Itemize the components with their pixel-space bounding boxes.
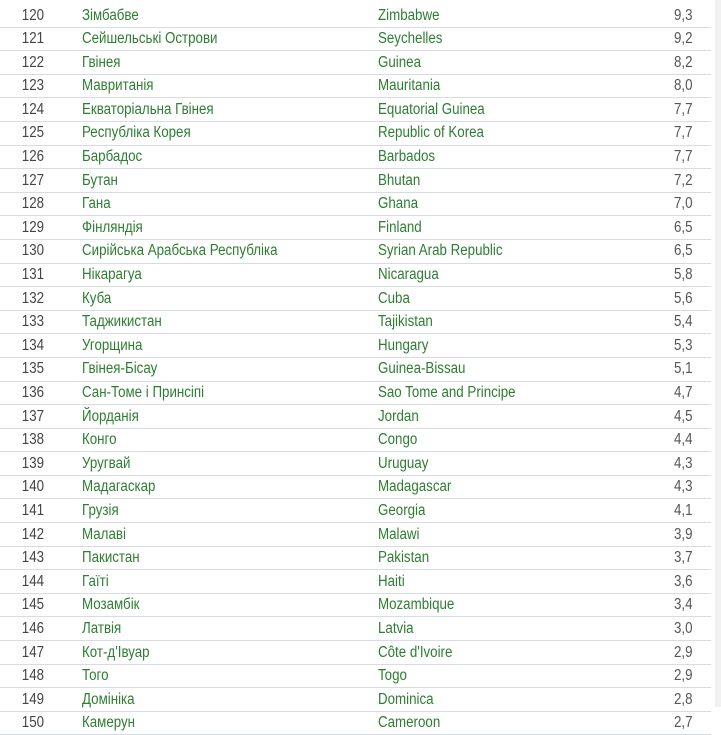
- country-name-uk-cell-text: Барбадос: [82, 148, 143, 166]
- value-cell: [658, 51, 711, 75]
- table-row: [0, 4, 711, 27]
- country-name-en-cell: [378, 216, 658, 240]
- country-name-uk-cell: [64, 98, 378, 122]
- table-row: [0, 192, 711, 216]
- country-name-en-cell-text: Côte d'Ivoire: [378, 643, 453, 661]
- value-cell-text: 5,4: [674, 313, 693, 331]
- value-cell-text: 4,3: [674, 478, 693, 496]
- country-name-uk-cell-text: Пакистан: [82, 549, 140, 567]
- rank-cell-text: 129: [21, 218, 45, 236]
- value-cell-text: 4,5: [674, 407, 693, 425]
- table-row: [0, 711, 711, 735]
- country-name-uk-cell: [64, 711, 378, 735]
- rank-cell: [0, 711, 64, 735]
- rank-cell: [0, 169, 64, 193]
- country-name-uk-cell: [64, 74, 378, 98]
- value-cell-text: 3,4: [674, 596, 693, 614]
- country-ranking-table: [0, 4, 711, 735]
- rank-cell: [0, 27, 64, 51]
- rank-cell-text: 136: [21, 384, 45, 401]
- value-cell-text: 7,7: [674, 100, 693, 118]
- rank-cell: [0, 428, 64, 452]
- country-name-en-cell: [378, 428, 658, 452]
- country-name-en-cell-text: Guinea: [378, 53, 421, 71]
- table-row: [0, 499, 711, 523]
- country-name-en-cell-text: Republic of Korea: [378, 124, 484, 142]
- country-name-uk-cell: [64, 216, 378, 240]
- country-name-uk-cell: [64, 357, 378, 381]
- country-name-en-cell: [378, 287, 658, 311]
- table-row: [0, 334, 711, 358]
- table-row: [0, 641, 711, 665]
- country-name-uk-cell-text: Сейшельські Острови: [82, 30, 218, 48]
- table-row: [0, 664, 711, 688]
- country-name-en-cell-text: Pakistan: [378, 549, 430, 567]
- value-cell: [658, 570, 711, 594]
- rank-cell: [0, 688, 64, 712]
- country-name-uk-cell-text: Камерун: [82, 714, 136, 732]
- country-name-uk-cell: [64, 287, 378, 311]
- vertical-scrollbar[interactable]: [715, 0, 721, 707]
- country-name-uk-cell-text: Республіка Корея: [82, 124, 191, 142]
- table-row: [0, 523, 711, 547]
- country-name-en-cell: [378, 239, 658, 263]
- country-name-uk-cell: [64, 192, 378, 216]
- table-row: [0, 357, 711, 381]
- country-name-uk-cell-text: Екваторіальна Гвінея: [82, 100, 214, 118]
- value-cell: [658, 357, 711, 381]
- country-name-uk-cell-text: Бутан: [82, 171, 118, 189]
- table-row: [0, 475, 711, 499]
- value-cell: [658, 452, 711, 476]
- rank-cell-text: 143: [21, 549, 45, 567]
- country-name-en-cell: [378, 121, 658, 145]
- country-name-en-cell-text: Barbados: [378, 148, 436, 166]
- table-row: [0, 216, 711, 240]
- value-cell: [658, 239, 711, 263]
- country-name-en-cell-text: Mozambique: [378, 596, 455, 614]
- rank-cell-text: 138: [21, 431, 45, 449]
- value-cell: [658, 98, 711, 122]
- table-row: [0, 51, 711, 75]
- country-name-en-cell: [378, 475, 658, 499]
- value-cell: [658, 4, 711, 27]
- country-name-uk-cell: [64, 310, 378, 334]
- country-name-uk-cell-text: Угорщина: [82, 336, 143, 354]
- rank-cell: [0, 593, 64, 617]
- value-cell-text: 9,2: [674, 30, 693, 48]
- country-name-uk-cell: [64, 475, 378, 499]
- value-cell: [658, 641, 711, 665]
- country-name-uk-cell: [64, 51, 378, 75]
- rank-cell: [0, 357, 64, 381]
- value-cell: [658, 664, 711, 688]
- rank-cell: [0, 51, 64, 75]
- rank-cell: [0, 381, 64, 405]
- rank-cell-text: 150: [21, 714, 45, 732]
- country-name-en-cell-text: Congo: [378, 431, 418, 449]
- country-name-uk-cell: [64, 546, 378, 570]
- country-name-en-cell-text: Jordan: [378, 407, 419, 425]
- country-name-uk-cell-text: Зімбабве: [82, 6, 139, 24]
- rank-cell-text: 126: [21, 148, 45, 166]
- rank-cell-text: 140: [21, 478, 45, 496]
- country-name-en-cell: [378, 74, 658, 98]
- value-cell-text: 2,8: [674, 690, 693, 708]
- table-row: [0, 310, 711, 334]
- country-name-uk-cell-text: Гвінея: [82, 53, 121, 71]
- country-name-en-cell-text: Togo: [378, 667, 407, 685]
- value-cell: [658, 405, 711, 429]
- country-name-en-cell-text: Uruguay: [378, 454, 429, 472]
- country-name-en-cell-text: Zimbabwe: [378, 6, 440, 24]
- rank-cell-text: 149: [21, 690, 45, 708]
- table-row: [0, 169, 711, 193]
- country-name-en-cell-text: Tajikistan: [378, 313, 433, 331]
- rank-cell-text: 121: [21, 30, 45, 48]
- country-name-uk-cell-text: Малаві: [82, 525, 126, 543]
- scrollbar-thumb[interactable]: [715, 0, 721, 707]
- rank-cell-text: 128: [21, 195, 45, 213]
- rank-cell-text: 122: [21, 53, 45, 71]
- value-cell: [658, 145, 711, 169]
- country-name-en-cell-text: Guinea-Bissau: [378, 360, 466, 378]
- rank-cell: [0, 98, 64, 122]
- country-name-uk-cell: [64, 499, 378, 523]
- country-name-uk-cell-text: Мозамбік: [82, 596, 140, 614]
- value-cell: [658, 74, 711, 98]
- country-name-en-cell: [378, 381, 658, 405]
- country-name-en-cell-text: Syrian Arab Republic: [378, 242, 503, 260]
- value-cell-text: 2,7: [674, 714, 693, 732]
- rank-cell-text: 127: [21, 171, 45, 189]
- country-name-uk-cell: [64, 428, 378, 452]
- country-name-uk-cell-text: Сан-Томе і Принсіпі: [82, 384, 205, 401]
- value-cell-text: 3,7: [674, 549, 693, 567]
- rank-cell: [0, 664, 64, 688]
- country-name-en-cell: [378, 593, 658, 617]
- table-row: [0, 452, 711, 476]
- country-name-en-cell: [378, 310, 658, 334]
- country-name-uk-cell: [64, 145, 378, 169]
- country-name-en-cell: [378, 546, 658, 570]
- value-cell: [658, 381, 711, 405]
- value-cell: [658, 711, 711, 735]
- table-row: [0, 239, 711, 263]
- value-cell-text: 6,5: [674, 218, 693, 236]
- country-name-en-cell: [378, 570, 658, 594]
- rank-cell-text: 135: [21, 360, 45, 378]
- value-cell-text: 5,3: [674, 336, 693, 354]
- value-cell-text: 5,6: [674, 289, 693, 307]
- value-cell-text: 7,7: [674, 148, 693, 166]
- value-cell-text: 5,8: [674, 266, 693, 284]
- rank-cell: [0, 4, 64, 27]
- country-name-en-cell-text: Bhutan: [378, 171, 421, 189]
- country-name-en-cell-text: Mauritania: [378, 77, 441, 95]
- value-cell-text: 3,9: [674, 525, 693, 543]
- rank-cell: [0, 641, 64, 665]
- rank-cell: [0, 239, 64, 263]
- country-name-en-cell-text: Malawi: [378, 525, 420, 543]
- country-name-uk-cell: [64, 27, 378, 51]
- value-cell: [658, 523, 711, 547]
- table-row: [0, 287, 711, 311]
- rank-cell: [0, 334, 64, 358]
- rank-cell-text: 134: [21, 336, 45, 354]
- rank-cell-text: 147: [21, 643, 45, 661]
- country-name-en-cell: [378, 4, 658, 27]
- value-cell: [658, 169, 711, 193]
- value-cell: [658, 617, 711, 641]
- rank-cell: [0, 499, 64, 523]
- rank-cell-text: 141: [21, 501, 45, 519]
- rank-cell-text: 148: [21, 667, 45, 685]
- country-name-uk-cell: [64, 334, 378, 358]
- value-cell-text: 3,0: [674, 619, 693, 637]
- rank-cell: [0, 287, 64, 311]
- country-name-uk-cell: [64, 263, 378, 287]
- country-name-uk-cell: [64, 593, 378, 617]
- rank-cell: [0, 310, 64, 334]
- rank-cell-text: 130: [21, 242, 45, 260]
- country-name-uk-cell-text: Гана: [82, 195, 111, 213]
- value-cell-text: 4,4: [674, 431, 693, 449]
- value-cell: [658, 216, 711, 240]
- country-name-en-cell-text: Hungary: [378, 336, 429, 354]
- value-cell-text: 2,9: [674, 643, 693, 661]
- value-cell: [658, 546, 711, 570]
- value-cell-text: 5,1: [674, 360, 693, 378]
- country-name-en-cell-text: Seychelles: [378, 30, 443, 48]
- value-cell: [658, 27, 711, 51]
- country-name-uk-cell-text: Конго: [82, 431, 117, 449]
- value-cell-text: 7,7: [674, 124, 693, 142]
- country-name-en-cell-text: Nicaragua: [378, 266, 439, 284]
- country-name-uk-cell-text: Фінляндія: [82, 218, 143, 236]
- table-row: [0, 593, 711, 617]
- country-name-en-cell: [378, 263, 658, 287]
- country-name-en-cell: [378, 641, 658, 665]
- value-cell-text: 4,1: [674, 501, 693, 519]
- table-row: [0, 546, 711, 570]
- country-name-uk-cell: [64, 688, 378, 712]
- country-name-en-cell-text: Cuba: [378, 289, 410, 307]
- country-name-uk-cell-text: Грузія: [82, 501, 119, 519]
- value-cell-text: 8,0: [674, 77, 693, 95]
- country-name-en-cell-text: Dominica: [378, 690, 434, 708]
- value-cell-text: 8,2: [674, 53, 693, 71]
- country-name-uk-cell: [64, 452, 378, 476]
- country-name-en-cell: [378, 452, 658, 476]
- country-name-en-cell: [378, 523, 658, 547]
- country-name-uk-cell: [64, 523, 378, 547]
- rank-cell: [0, 145, 64, 169]
- country-name-en-cell-text: Madagascar: [378, 478, 452, 496]
- country-name-en-cell-text: Latvia: [378, 619, 414, 637]
- value-cell-text: 6,5: [674, 242, 693, 260]
- value-cell: [658, 475, 711, 499]
- value-cell: [658, 593, 711, 617]
- table-row: [0, 98, 711, 122]
- country-name-en-cell: [378, 357, 658, 381]
- country-name-uk-cell-text: Таджикистан: [82, 313, 162, 331]
- country-name-en-cell-text: Ghana: [378, 195, 419, 213]
- value-cell-text: 4,7: [674, 384, 693, 401]
- country-name-uk-cell-text: Латвія: [82, 619, 122, 637]
- country-name-en-cell: [378, 192, 658, 216]
- country-name-en-cell: [378, 98, 658, 122]
- country-name-en-cell-text: Finland: [378, 218, 422, 236]
- value-cell-text: 4,3: [674, 454, 693, 472]
- rank-cell: [0, 570, 64, 594]
- country-name-en-cell: [378, 499, 658, 523]
- table-row: [0, 381, 711, 405]
- country-name-en-cell: [378, 145, 658, 169]
- rank-cell: [0, 263, 64, 287]
- rank-cell-text: 131: [21, 266, 45, 284]
- table-row: [0, 121, 711, 145]
- rank-cell: [0, 475, 64, 499]
- value-cell: [658, 263, 711, 287]
- table-row: [0, 145, 711, 169]
- country-name-uk-cell: [64, 664, 378, 688]
- table-row: [0, 688, 711, 712]
- rank-cell-text: 145: [21, 596, 45, 614]
- rank-cell: [0, 617, 64, 641]
- table-body: [0, 4, 711, 735]
- table-row: [0, 263, 711, 287]
- rank-cell: [0, 523, 64, 547]
- rank-cell: [0, 74, 64, 98]
- country-name-uk-cell: [64, 121, 378, 145]
- country-name-en-cell: [378, 617, 658, 641]
- value-cell: [658, 499, 711, 523]
- value-cell-text: 9,3: [674, 6, 693, 24]
- value-cell: [658, 428, 711, 452]
- country-name-uk-cell-text: Куба: [82, 289, 112, 307]
- country-name-uk-cell-text: Сирійська Арабська Республіка: [82, 242, 278, 260]
- value-cell: [658, 192, 711, 216]
- country-name-en-cell: [378, 405, 658, 429]
- country-name-uk-cell-text: Йорданія: [82, 407, 139, 425]
- table-row: [0, 428, 711, 452]
- table-row: [0, 74, 711, 98]
- rank-cell: [0, 192, 64, 216]
- country-name-en-cell-text: Sao Tome and Principe: [378, 384, 516, 401]
- value-cell-text: 2,9: [674, 667, 693, 685]
- rank-cell: [0, 546, 64, 570]
- country-name-uk-cell-text: Гаїті: [82, 572, 109, 590]
- rank-cell-text: 124: [21, 100, 45, 118]
- value-cell: [658, 121, 711, 145]
- country-name-uk-cell: [64, 617, 378, 641]
- rank-cell-text: 146: [21, 619, 45, 637]
- country-name-en-cell: [378, 664, 658, 688]
- country-name-en-cell: [378, 169, 658, 193]
- country-name-uk-cell-text: Мавританія: [82, 77, 154, 95]
- country-name-en-cell-text: Haiti: [378, 572, 405, 590]
- rank-cell-text: 120: [21, 6, 45, 24]
- country-name-en-cell: [378, 711, 658, 735]
- rank-cell: [0, 121, 64, 145]
- rank-cell-text: 125: [21, 124, 45, 142]
- country-name-uk-cell-text: Нікарагуа: [82, 266, 142, 284]
- rank-cell-text: 142: [21, 525, 45, 543]
- country-name-en-cell: [378, 688, 658, 712]
- rank-cell-text: 139: [21, 454, 45, 472]
- value-cell: [658, 334, 711, 358]
- country-name-en-cell: [378, 334, 658, 358]
- country-name-uk-cell-text: Уругвай: [82, 454, 131, 472]
- table-row: [0, 27, 711, 51]
- rank-cell-text: 144: [21, 572, 45, 590]
- table-row: [0, 617, 711, 641]
- country-name-uk-cell-text: Гвінея-Бісау: [82, 360, 158, 378]
- country-name-uk-cell: [64, 4, 378, 27]
- value-cell: [658, 688, 711, 712]
- country-name-en-cell-text: Georgia: [378, 501, 426, 519]
- country-name-uk-cell: [64, 381, 378, 405]
- country-name-uk-cell-text: Того: [82, 667, 109, 685]
- value-cell: [658, 287, 711, 311]
- table-row: [0, 405, 711, 429]
- table-row: [0, 570, 711, 594]
- country-name-en-cell-text: Cameroon: [378, 714, 441, 732]
- country-name-uk-cell: [64, 641, 378, 665]
- country-name-uk-cell-text: Мадагаскар: [82, 478, 156, 496]
- country-name-en-cell-text: Equatorial Guinea: [378, 100, 485, 118]
- country-name-uk-cell: [64, 169, 378, 193]
- country-name-en-cell: [378, 27, 658, 51]
- rank-cell: [0, 216, 64, 240]
- country-name-uk-cell-text: Кот-д'Івуар: [82, 643, 150, 661]
- rank-cell-text: 137: [21, 407, 45, 425]
- value-cell-text: 7,0: [674, 195, 693, 213]
- rank-cell: [0, 452, 64, 476]
- value-cell-text: 3,6: [674, 572, 693, 590]
- rank-cell-text: 123: [21, 77, 45, 95]
- country-name-en-cell: [378, 51, 658, 75]
- rank-cell: [0, 405, 64, 429]
- rank-cell-text: 132: [21, 289, 45, 307]
- rank-cell-text: 133: [21, 313, 45, 331]
- country-name-uk-cell: [64, 570, 378, 594]
- country-name-uk-cell: [64, 405, 378, 429]
- value-cell: [658, 310, 711, 334]
- value-cell-text: 7,2: [674, 171, 693, 189]
- country-name-uk-cell-text: Домініка: [82, 690, 135, 708]
- country-name-uk-cell: [64, 239, 378, 263]
